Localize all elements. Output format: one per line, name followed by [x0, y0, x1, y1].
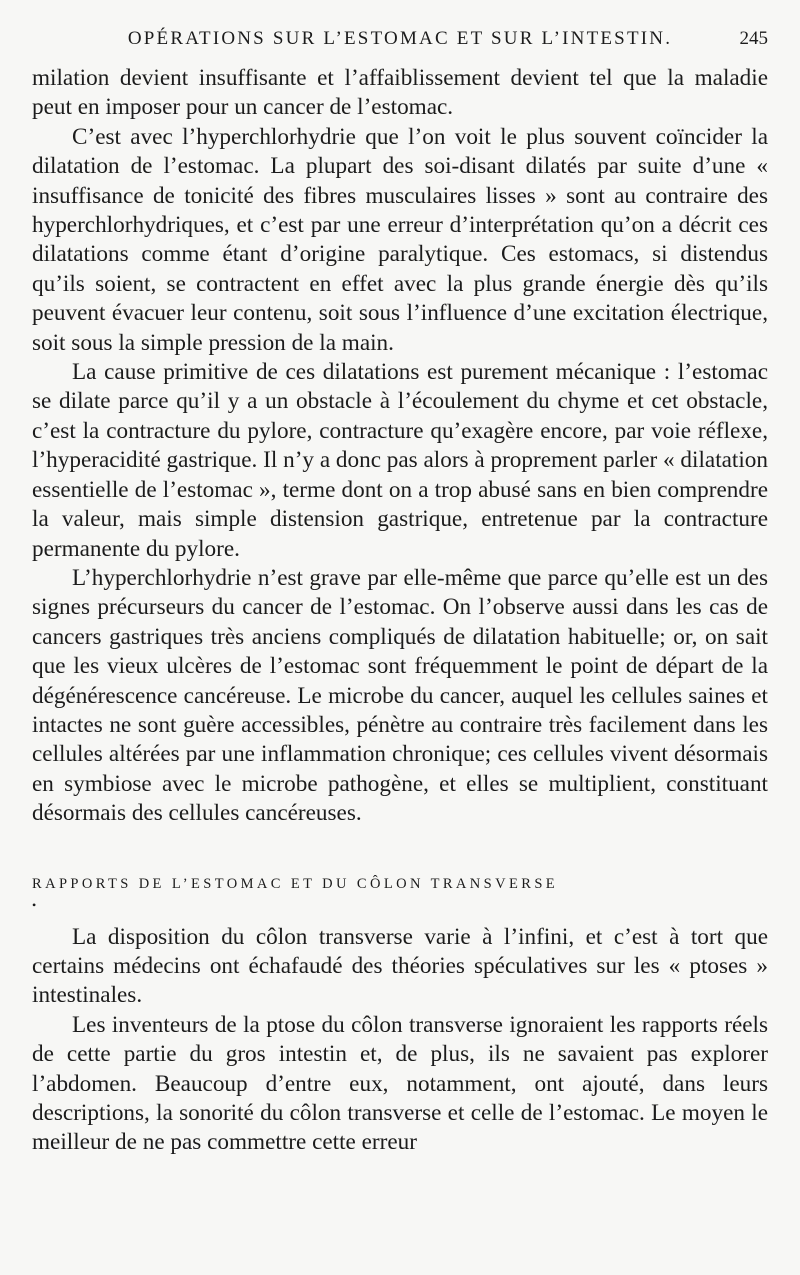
paragraph: La cause primitive de ces dilatations est purement mécanique : l’estomac se dilate parce qu’il y a un obstacle à l’écoulement du chyme et cet obstacle, c’est la contracture du pylore, contracture qu’exagère encore, par voie réflexe, l’hyperacidité gastrique. Il n’y a donc pas alors à proprement parler « dilatation essentielle de l’estomac », terme dont on a trop abusé sans en bien comprendre la valeur, mais simple distension gastrique, entretenue par la contracture permanente du pylore. — [32, 359, 768, 562]
paragraph: Les inventeurs de la ptose du côlon transverse ignoraient les rapports réels de cette partie du gros intestin et, de plus, ils ne savaient pas explorer l’abdomen. Beaucoup d’entre eux, notamment, ont ajouté, dans leurs descriptions, la sonorité du côlon transverse et celle de l’estomac. Le moyen le meilleur de ne pas commettre cette erreur — [32, 1011, 768, 1156]
paragraph: La disposition du côlon transverse varie à l’infini, et c’est à tort que certains médecins ont échafaudé des théories spéculatives sur les « ptoses » intestinales. — [32, 923, 768, 1009]
section-heading: RAPPORTS DE L’ESTOMAC ET DU CÔLON TRANSVERSE — [32, 875, 559, 892]
page-number: 245 — [739, 28, 768, 49]
paragraph: L’hyperchlorhydrie n’est grave par elle-même que parce qu’elle est un des signes précurseurs du cancer de l’estomac. On l’observe aussi dans les cas de cancers gastriques très anciens compliqués de dilatation habituelle; or, on sait que les vieux ulcères de l’estomac sont fréquemment le point de départ de la dégénérescence cancéreuse. Le microbe du cancer, auquel les cellules saines et intactes ne sont guère accessibles, pénètre au contraire très facilement dans les cellules altérées par une inflammation chronique; ces cellules vivent désormais en symbiose avec le microbe pathogène, et elles se multiplient, constituant désormais des cellules cancéreuses. — [32, 564, 768, 827]
page-header — [32, 28, 768, 58]
running-title: OPÉRATIONS SUR L’ESTOMAC ET SUR L’INTESTIN. — [127, 28, 673, 49]
paragraph-continued: milation devient insuffisante et l’affaiblissement devient tel que la maladie peut en imposer pour un cancer de l’estomac. — [32, 65, 768, 121]
heading-ornament-dot: • — [32, 897, 37, 912]
body-text — [32, 64, 768, 1158]
paragraph: C’est avec l’hyperchlorhydrie que l’on voit le plus souvent coïncider la dilatation de l’estomac. La plupart des soi-disant dilatés par suite d’une « insuffisance de tonicité des fibres musculaires lisses » sont au contraire des hyperchlorhydriques, et c’est par une erreur d’interprétation qu’on a décrit ces dilatations comme étant d’origine paralytique. Ces estomacs, si distendus qu’ils soient, se contractent en effet avec la plus grande énergie dès qu’ils peuvent évacuer leur contenu, soit sous l’influence d’une excitation électrique, soit sous la simple pression de la main. — [32, 123, 768, 356]
